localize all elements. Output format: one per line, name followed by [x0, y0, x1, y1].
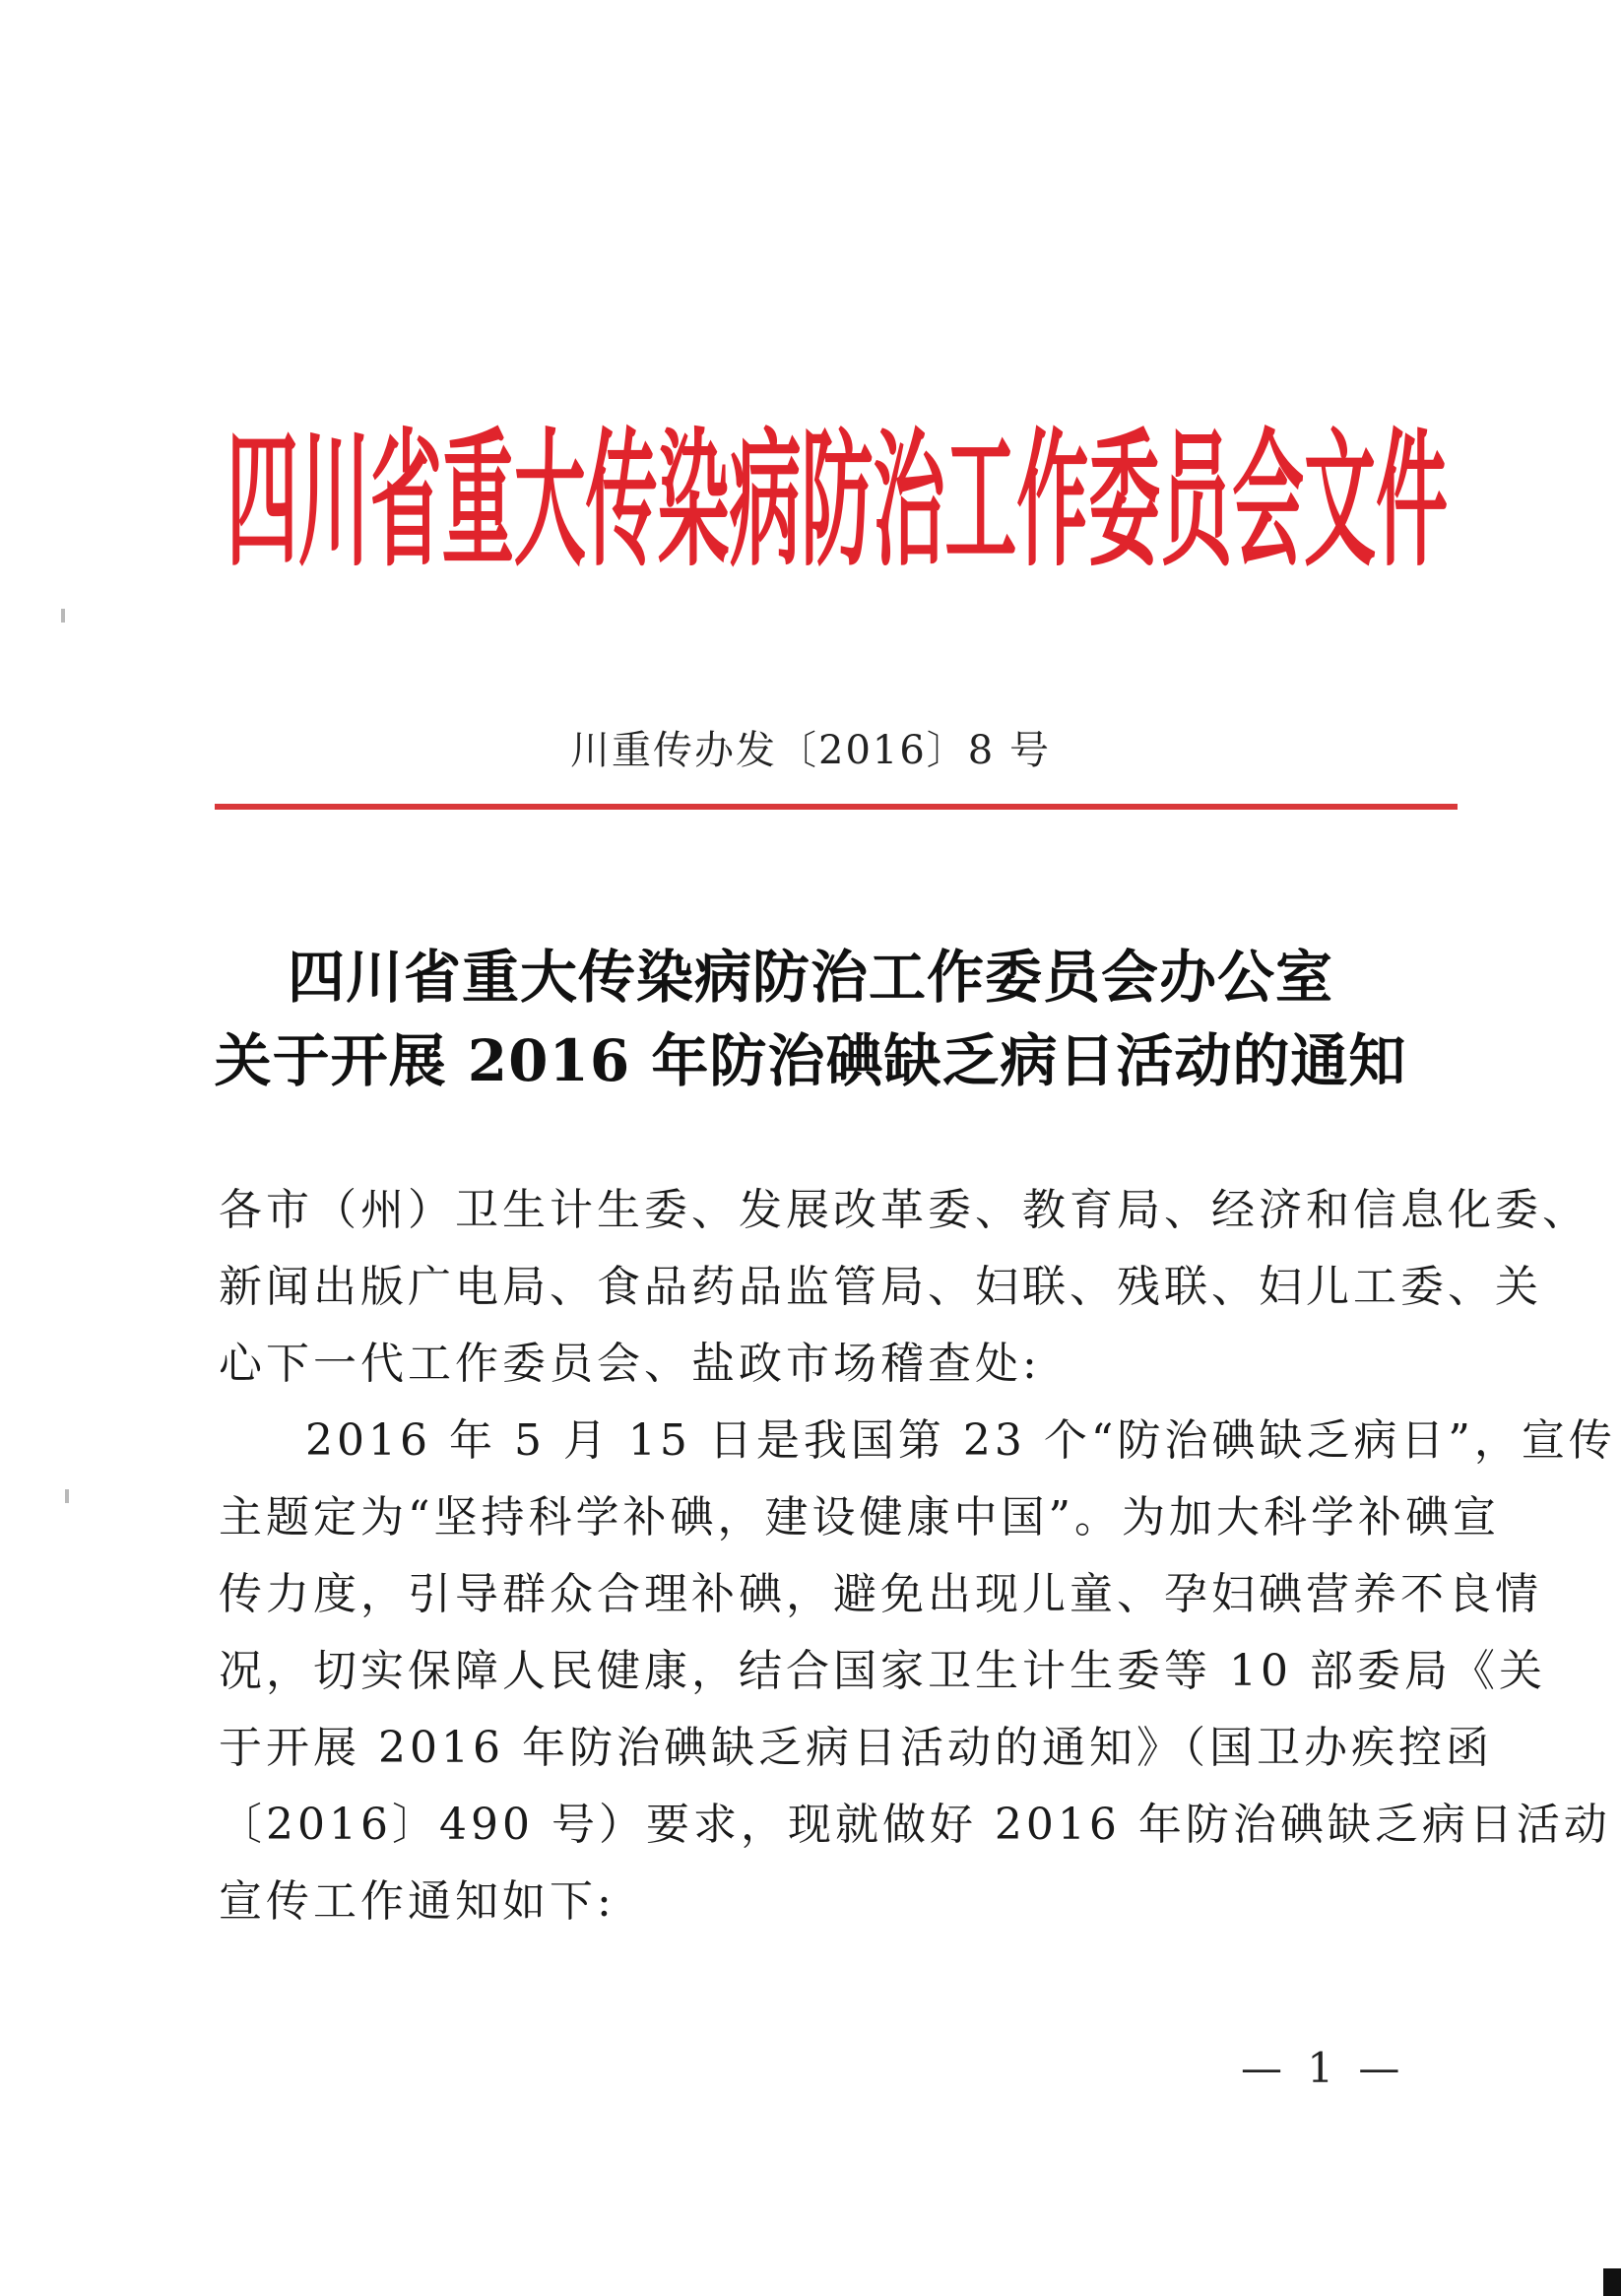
- issuer-title: 四川省重大传染病防治工作委员会文件: [227, 414, 1448, 586]
- paragraph-line: 主题定为“坚持科学补碘，建设健康中国”。为加大科学补碘宣: [219, 1492, 1500, 1542]
- scan-speck-1: [61, 609, 65, 623]
- addressee-line: 心下一代工作委员会、盐政市场稽查处:: [219, 1339, 1041, 1389]
- document-number: 川重传办发〔2016〕8 号: [570, 728, 1051, 773]
- page-number: — 1 —: [1241, 2044, 1406, 2092]
- addressee-block: [219, 1172, 1589, 1403]
- issuer-red-header-svg: [227, 389, 1448, 586]
- paragraph-line: 况，切实保障人民健康，结合国家卫生计生委等 10 部委局《关: [219, 1646, 1546, 1696]
- scan-speck-2: [65, 1489, 69, 1503]
- scan-edge-mark: [1603, 2268, 1621, 2296]
- notice-title-line-2: 关于开展 2016 年防治碘缺乏病日活动的通知: [214, 1027, 1407, 1094]
- paragraph-line: 宣传工作通知如下:: [219, 1876, 616, 1927]
- body-paragraph-1: [219, 1403, 1616, 1940]
- red-separator-rule: [215, 804, 1458, 810]
- addressee-line: 新闻出版广电局、食品药品监管局、妇联、残联、妇儿工委、关: [219, 1262, 1542, 1312]
- paragraph-line: 于开展 2016 年防治碘缺乏病日活动的通知》（国卫办疾控函: [219, 1723, 1493, 1773]
- issuer-red-header: [227, 389, 1448, 586]
- paragraph-line: 传力度，引导群众合理补碘，避免出现儿童、孕妇碘营养不良情: [219, 1569, 1542, 1619]
- notice-title-line-1: 四川省重大传染病防治工作委员会办公室: [287, 944, 1333, 1011]
- addressee-line: 各市（州）卫生计生委、发展改革委、教育局、经济和信息化委、: [219, 1185, 1589, 1235]
- paragraph-line: 2016 年 5 月 15 日是我国第 23 个“防治碘缺乏病日”，宣传: [305, 1415, 1616, 1466]
- paragraph-line: 〔2016〕490 号）要求，现就做好 2016 年防治碘缺乏病日活动: [219, 1800, 1611, 1850]
